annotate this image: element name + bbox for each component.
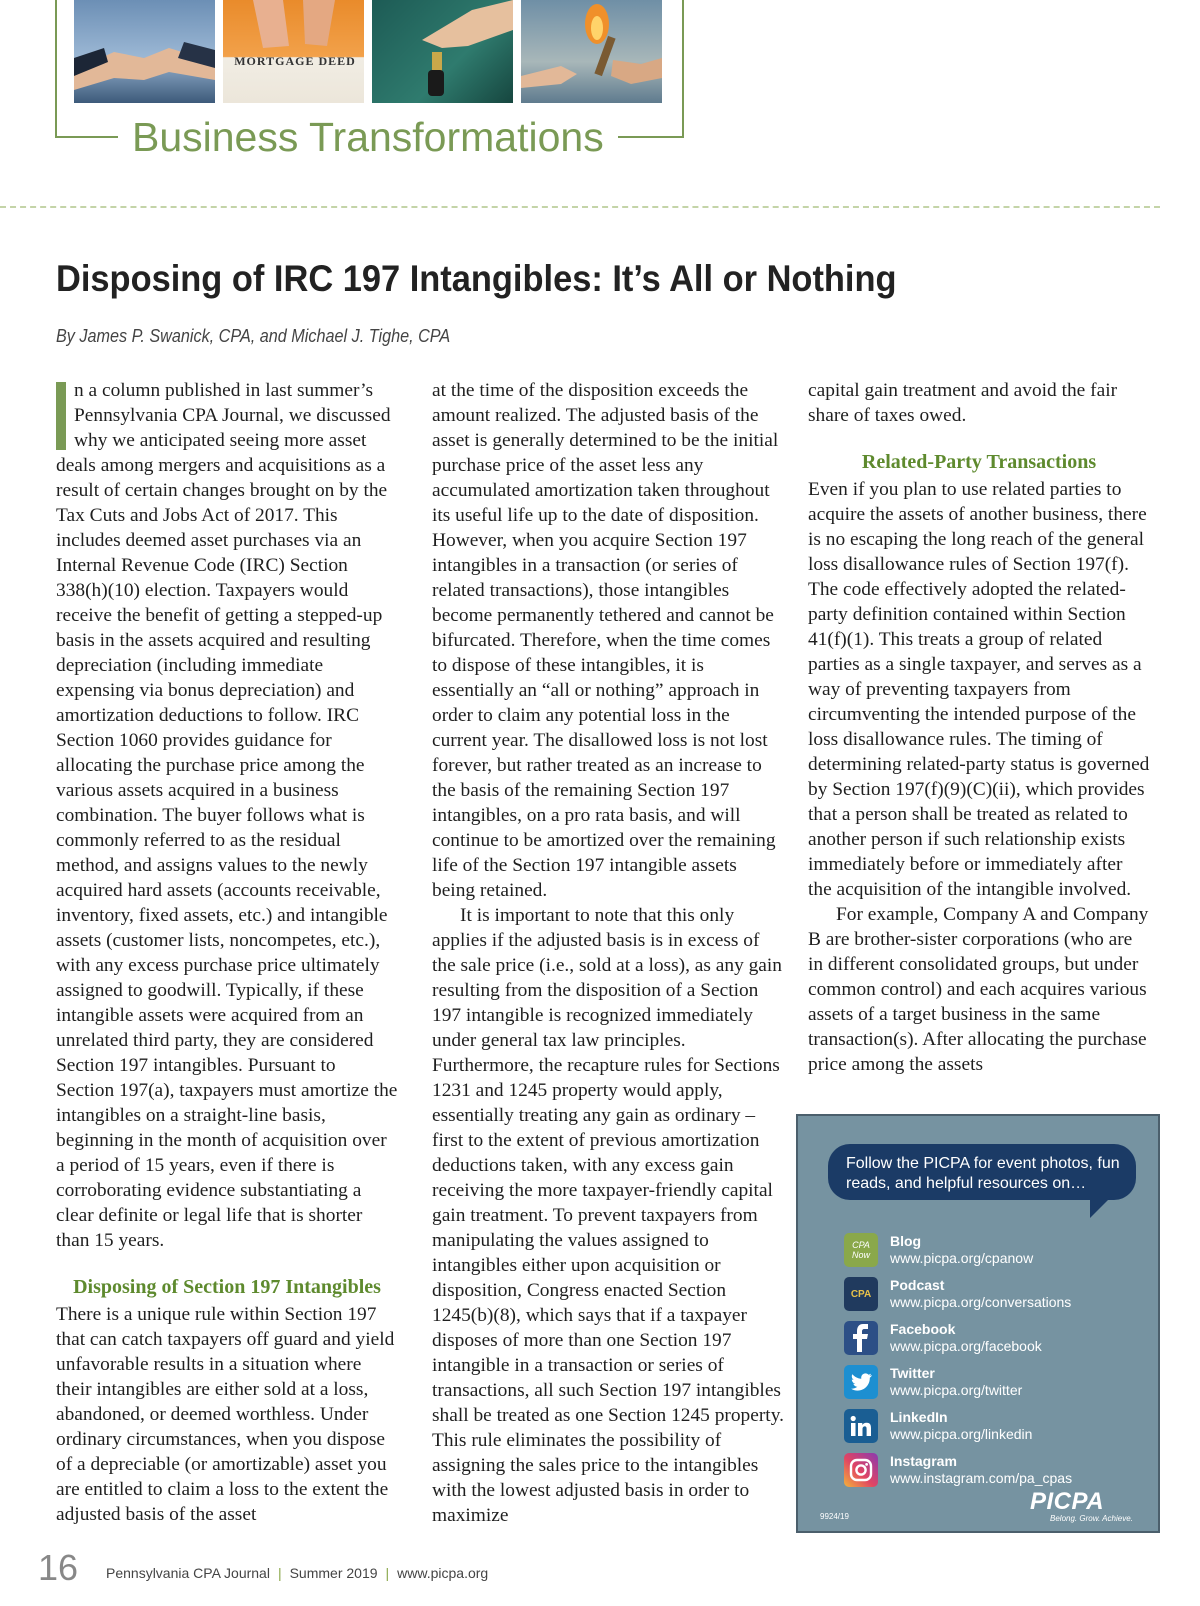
section-title: Business Transformations <box>118 112 618 162</box>
footer-separator: | <box>385 1565 390 1581</box>
torch-handoff-photo <box>521 0 662 103</box>
footer-site[interactable]: www.picpa.org <box>397 1565 489 1581</box>
article-column-1 <box>56 378 398 1527</box>
page-number: 16 <box>38 1547 79 1588</box>
social-item-twitter[interactable] <box>844 1360 1072 1404</box>
social-name: Podcast <box>890 1277 945 1293</box>
picpa-logo-text: PICPA <box>1030 1488 1105 1515</box>
social-name: LinkedIn <box>890 1409 948 1425</box>
instagram-icon <box>844 1453 878 1487</box>
social-url[interactable]: www.picpa.org/facebook <box>890 1338 1042 1354</box>
handshake-photo <box>74 0 215 103</box>
paragraph: It is important to note that this only applies if the adjusted basis is in excess of the sale price (i.e., sold at a loss), as any gain resulting from the disposition of a Section 197 intangible is recognized immediately under general tax law principles. Furthermore, the recapture rules for Sections 1231 and 1245 property would apply, essentially treating any gain as ordinary – first to the extent of previous amortization deductions taken, with any excess gain receiving the more taxpayer-friendly capital gain treatment. To prevent taxpayers from manipulating the values assigned to intangibles either upon acquisition or disposition, Congress enacted Section 1245(b)(8), which says that if a taxpayer disposes of more than one Section 197 intangible in a transaction or series of transactions, all such Section 197 intangibles shall be treated as one Section 1245 property. This rule eliminates the possibility of assigning the sales price to the intangibles with the lowest adjusted basis in order to maximize <box>432 905 784 1526</box>
facebook-icon <box>844 1321 878 1355</box>
article-title: Disposing of IRC 197 Intangibles: It’s All or Nothing <box>56 258 897 299</box>
bubble-text: Follow the PICPA for event photos, fun reads, and helpful resources on… <box>846 1155 1120 1192</box>
byline: By James P. Swanick, CPA, and Michael J. Tighe, CPA <box>56 326 451 346</box>
intro-text: n a column published in last summer’s Pennsylvania CPA Journal, we discussed why we anticipated seeing more asset deals among mergers and acquisitions as a result of certain changes brought on by the Tax Cuts and Jobs Act of 2017. This includes deemed asset purchases via an Internal Revenue Code (IRC) Section 338(h)(10) election. Taxpayers would receive the benefit of getting a stepped-up basis in the assets acquired and resulting depreciation (including immediate expensing via bonus depreciation) and amortization deductions to follow. IRC Section 1060 provides guidance for allocating the purchase price among the various assets acquired in a business combination. The buyer follows what is commonly referred to as the residual method, and assigns values to the newly acquired hard assets (accounts receivable, inventory, fixed assets, etc.) and intangible assets (customer lists, noncompetes, etc.), with any excess purchase price ultimately assigned to goodwill. Typically, if these intangible assets were acquired from an unrelated third party, they are considered Section 197 intangibles. Pursuant to Section 197(a), taxpayers must amortize the intangibles on a straight-line basis, beginning in the month of acquisition over a period of 15 years, even if there is corroborating evidence substantiating a clear definite or legal life that is shorter than 15 years. <box>56 380 398 1251</box>
subhead-related-party: Related-Party Transactions <box>861 451 1097 473</box>
footer-journal: Pennsylvania CPA Journal <box>106 1565 270 1581</box>
footer-separator: | <box>277 1565 282 1581</box>
deed-text: MORTGAGE DEED <box>234 54 356 68</box>
social-name: Blog <box>890 1233 922 1249</box>
article-column-3 <box>808 378 1150 1077</box>
social-name: Facebook <box>890 1321 956 1337</box>
intro-paragraph <box>56 378 398 1253</box>
social-name: Twitter <box>890 1365 935 1381</box>
paragraph: For example, Company A and Company B are brother-sister corporations (who are in different consolidated groups, but under common control) and each acquires various assets of a target business in the same transaction(s). After allocating the purchase price among the assets <box>808 904 1149 1075</box>
social-item-instagram[interactable] <box>844 1448 1072 1492</box>
keys-photo <box>372 0 513 103</box>
article-column-2 <box>432 378 784 1528</box>
social-url[interactable]: www.picpa.org/twitter <box>890 1382 1023 1398</box>
social-item-blog[interactable] <box>844 1228 1072 1272</box>
subhead-disposing: Disposing of Section 197 Intangibles <box>73 1276 381 1298</box>
speech-bubble-tail <box>1090 1196 1112 1218</box>
social-name: Instagram <box>890 1453 957 1469</box>
paragraph: capital gain treatment and avoid the fair share of taxes owed. <box>808 380 1118 426</box>
page-footer <box>106 1565 488 1581</box>
ad-code: 9924/19 <box>820 1512 849 1521</box>
paragraph: at the time of the disposition exceeds the amount realized. The adjusted basis of the asset is generally determined to be the initial purchase price of the asset less any accumulated amortization taken throughout its useful life up to the date of disposition. However, when you acquire Section 197 intangibles in a transaction (or series of related transactions), those intangibles become permanently tethered and cannot be bifurcated. Therefore, when the time comes to dispose of these intangibles, it is essentially an “all or nothing” approach in order to claim any potential loss in the current year. The disallowed loss is not lost forever, but rather treated as an increase to the basis of the remaining Section 197 intangibles, on a pro rata basis, and will continue to be amortized over the remaining life of the Section 197 intangible assets being retained. <box>432 380 779 901</box>
mortgage-deed-photo <box>223 0 364 103</box>
picpa-social-ad <box>796 1114 1160 1533</box>
podcast-icon: CPA <box>844 1277 878 1311</box>
drop-cap-bar <box>56 382 66 450</box>
social-url[interactable]: www.instagram.com/pa_cpas <box>890 1470 1073 1486</box>
picpa-logo <box>1030 1488 1104 1516</box>
cpa-now-icon: CPA Now <box>844 1233 878 1267</box>
social-item-linkedin[interactable] <box>844 1404 1072 1448</box>
linkedin-icon <box>844 1409 878 1443</box>
social-url[interactable]: www.picpa.org/cpanow <box>890 1250 1034 1266</box>
picpa-tagline: Belong. Grow. Achieve. <box>1050 1514 1133 1523</box>
footer-issue: Summer 2019 <box>289 1565 378 1581</box>
social-url[interactable]: www.picpa.org/conversations <box>890 1294 1072 1310</box>
header-photo-strip <box>74 0 662 103</box>
paragraph: There is a unique rule within Section 197 that can catch taxpayers off guard and yield unfavorable results in a situation where their intangibles are either sold at a loss, abandoned, or deemed worthless. Under ordinary circumstances, when you dispose of a depreciable (or amortizable) asset you are entitled to claim a loss to the extent the adjusted basis of the asset <box>56 1304 395 1525</box>
twitter-icon <box>844 1365 878 1399</box>
social-url[interactable]: www.picpa.org/linkedin <box>890 1426 1033 1442</box>
social-item-facebook[interactable] <box>844 1316 1072 1360</box>
social-item-podcast[interactable] <box>844 1272 1072 1316</box>
paragraph: Even if you plan to use related parties to acquire the assets of another business, there is no escaping the long reach of the general loss disallowance rules of Section 197(f). The code effectively adopted the related-party definition contained within Section 41(f)(1). This treats a group of related parties as a single taxpayer, and serves as a way of preventing taxpayers from circumventing the intended purpose of the loss disallowance rules. The timing of determining related-party status is governed by Section 197(f)(9)(C)(ii), which provides that a person shall be treated as related to another person if such relationship exists immediately before or immediately after the acquisition of the intangible involved. <box>808 479 1150 900</box>
speech-bubble <box>828 1144 1136 1200</box>
dashed-divider <box>0 206 1160 208</box>
social-link-list <box>844 1228 1072 1492</box>
